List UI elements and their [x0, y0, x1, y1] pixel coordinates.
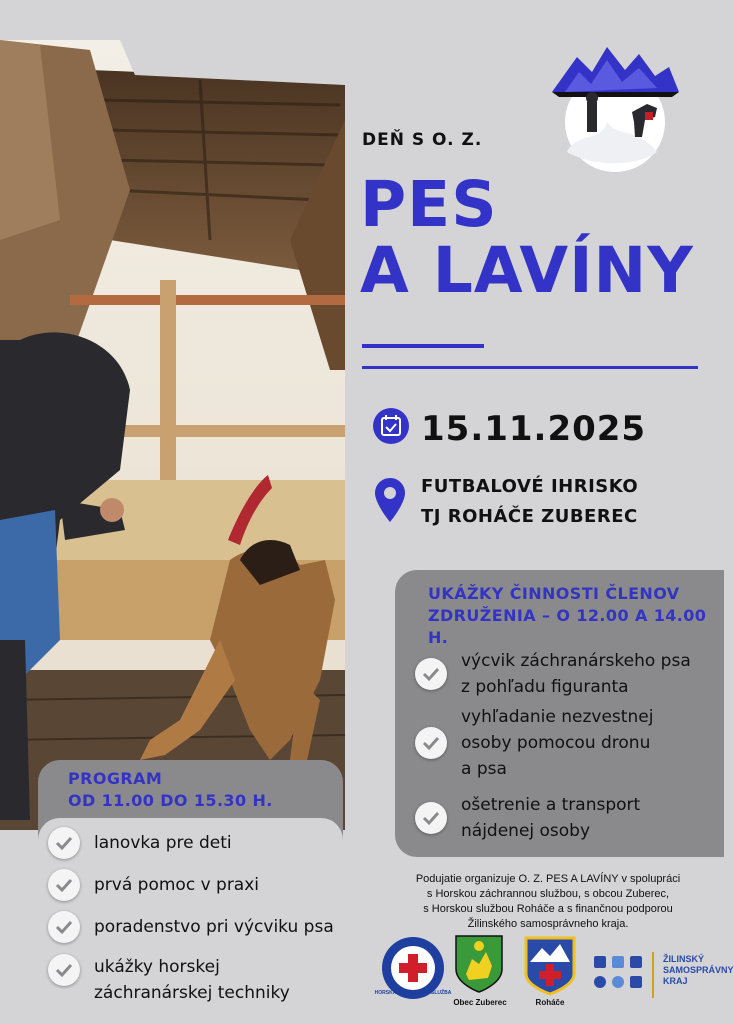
event-venue: [375, 472, 638, 532]
title-line-2: A LAVÍNY: [360, 234, 694, 307]
credits-line: s Horskou záchrannou službou, s obcou Zuberec,: [426, 888, 670, 900]
zuberec-caption: Obec Zuberec: [453, 998, 507, 1007]
title-line-1: PES: [360, 168, 498, 241]
program-heading: [68, 768, 273, 812]
title-underline: [362, 344, 484, 348]
program-heading-line-2: OD 11.00 DO 15.30 H.: [68, 791, 273, 810]
list-item: [48, 827, 232, 859]
demos-heading: [428, 583, 724, 649]
kraj-label: [663, 954, 734, 987]
program-item-line: ukážky horskej: [94, 957, 220, 977]
credits-line: Žilinského samosprávneho kraja.: [467, 918, 629, 930]
rohace-caption: Roháče: [535, 998, 565, 1007]
kraj-line: SAMOSPRÁVNY: [663, 965, 734, 975]
title-divider: [362, 366, 698, 369]
program-item-text: poradenstvo pri výcviku psa: [94, 917, 334, 937]
hzs-logo-text: HORSKÁ ZÁCHRANNÁ SLUŽBA: [374, 990, 452, 996]
list-item: [415, 792, 640, 844]
date-text: 15.11.2025: [421, 408, 647, 449]
credits-line: Podujatie organizuje O. Z. PES A LAVÍNY v spolupráci: [415, 873, 681, 885]
rohace-logo: [522, 934, 578, 996]
demo-item-text: [461, 704, 653, 782]
checkmark-icon: [48, 954, 80, 986]
zuberec-coat-of-arms: [454, 934, 504, 994]
venue-line-2: TJ ROHÁČE ZUBEREC: [421, 506, 638, 527]
eyebrow-text: DEŇ S O. Z.: [362, 130, 483, 150]
checkmark-icon: [415, 802, 447, 834]
zilinsky-kraj-logo: [590, 952, 660, 998]
kraj-line: ŽILINSKÝ: [663, 954, 705, 964]
list-item: [415, 704, 653, 782]
checkmark-icon: [415, 658, 447, 690]
event-title: [360, 168, 720, 307]
demos-heading-line-1: UKÁŽKY ČINNOSTI ČLENOV: [428, 584, 680, 603]
location-pin-icon: [375, 478, 405, 527]
list-item: [415, 648, 691, 700]
demo-item-line: ošetrenie a transport: [461, 795, 641, 815]
program-item-text: prvá pomoc v praxi: [94, 875, 260, 895]
demo-item-line: výcvik záchranárskeho psa: [461, 651, 691, 671]
demo-item-line: nájdenej osoby: [461, 821, 591, 841]
program-heading-line-1: PROGRAM: [68, 769, 163, 788]
program-item-text: lanovka pre deti: [94, 833, 232, 853]
demo-item-text: [461, 792, 640, 844]
program-item-text: [94, 954, 290, 1006]
demos-heading-line-2: ZDRUŽENIA – O 12.00 A 14.00 H.: [428, 606, 707, 647]
venue-line-1: FUTBALOVÉ IHRISKO: [421, 476, 639, 497]
calendar-check-icon: [373, 408, 409, 449]
checkmark-icon: [48, 911, 80, 943]
program-item-line: záchranárskej techniky: [94, 983, 290, 1003]
dog-training-photo: [0, 40, 345, 830]
venue-text: [421, 472, 638, 532]
event-date: [373, 408, 646, 449]
demo-item-line: z pohľadu figuranta: [461, 677, 629, 697]
list-item: [48, 869, 259, 901]
organizer-credits: [378, 872, 718, 932]
hero-photo: [0, 40, 345, 830]
demo-item-text: [461, 648, 691, 700]
demo-item-line: osoby pomocou dronu: [461, 733, 651, 753]
checkmark-icon: [415, 727, 447, 759]
checkmark-icon: [48, 869, 80, 901]
checkmark-icon: [48, 827, 80, 859]
credits-line: s Horskou službou Roháče a s finančnou podporou: [423, 903, 673, 915]
pes-a-laviny-logo: [547, 42, 682, 172]
demo-item-line: a psa: [461, 759, 507, 779]
list-item: [48, 911, 334, 943]
list-item: [48, 954, 290, 1006]
kraj-line: KRAJ: [663, 976, 688, 986]
demo-item-line: vyhľadanie nezvestnej: [461, 707, 654, 727]
